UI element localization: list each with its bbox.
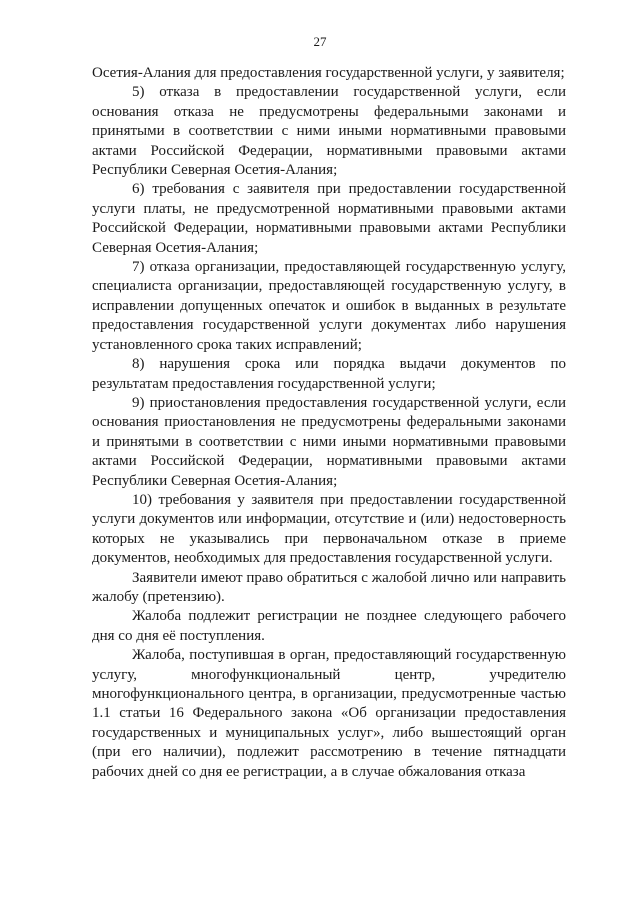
paragraph-item-9: 9) приостановления предоставления государственной услуги, если основания приостановления не предусмотрены федеральными законами и принятыми в соответствии с ними иными нормативными правовыми актами Российской Федерации, нормативными правовыми актами Республики Северная Осетия-Алания; bbox=[92, 394, 566, 489]
paragraph-continuation: Осетия-Алания для предоставления государственной услуги, у заявителя; bbox=[92, 65, 565, 81]
paragraph-item-7: 7) отказа организации, предоставляющей государственную услугу, специалиста организации, предоставляющей государственную услугу, в исправлении допущенных опечаток и ошибок в выданных в результате предоставления государственной услуги документах либо нарушения установленного срока таких исправлений; bbox=[92, 259, 566, 353]
paragraph-complaint-right: Заявители имеют право обратиться с жалобой лично или направить жалобу (претензию). bbox=[92, 569, 566, 605]
paragraph-item-5: 5) отказа в предоставлении государственной услуги, если основания отказа не предусмотрены федеральными законами и принятыми в соответствии с ними иными нормативными правовыми актами Российской Федерации, нормативными правовыми актами Республики Северная Осетия-Алания; bbox=[92, 84, 566, 179]
paragraph-complaint-review: Жалоба, поступившая в орган, предоставляющий государственную услугу, многофункциональный центр, учредителю многофункционального центра, в организации, предусмотренные частью 1.1 статьи 16 Федерального закона «Об организации предоставления государственных и муниципальных услуг», либо вышестоящий орган (при его наличии), подлежит рассмотрению в течение пятнадцати рабочих дней со дня ее регистрации, а в случае обжалования отказа bbox=[92, 647, 566, 780]
document-body bbox=[92, 64, 566, 782]
page-number: 27 bbox=[313, 34, 327, 49]
paragraph-item-8: 8) нарушения срока или порядка выдачи документов по результатам предоставления государственной услуги; bbox=[92, 356, 566, 392]
paragraph-item-10: 10) требования у заявителя при предоставлении государственной услуги документов или информации, отсутствие и (или) недостоверность которых не указывались при первоначальном отказе в приеме документов, необходимых для предоставления государственной услуги. bbox=[92, 491, 566, 567]
paragraph-complaint-registration: Жалоба подлежит регистрации не позднее следующего рабочего дня со дня её поступления. bbox=[92, 608, 566, 644]
paragraph-item-6: 6) требования с заявителя при предоставлении государственной услуги платы, не предусмотренной нормативными правовыми актами Российской Федерации, нормативными правовыми актами Республики Северная Осетия-Алания; bbox=[92, 181, 566, 256]
